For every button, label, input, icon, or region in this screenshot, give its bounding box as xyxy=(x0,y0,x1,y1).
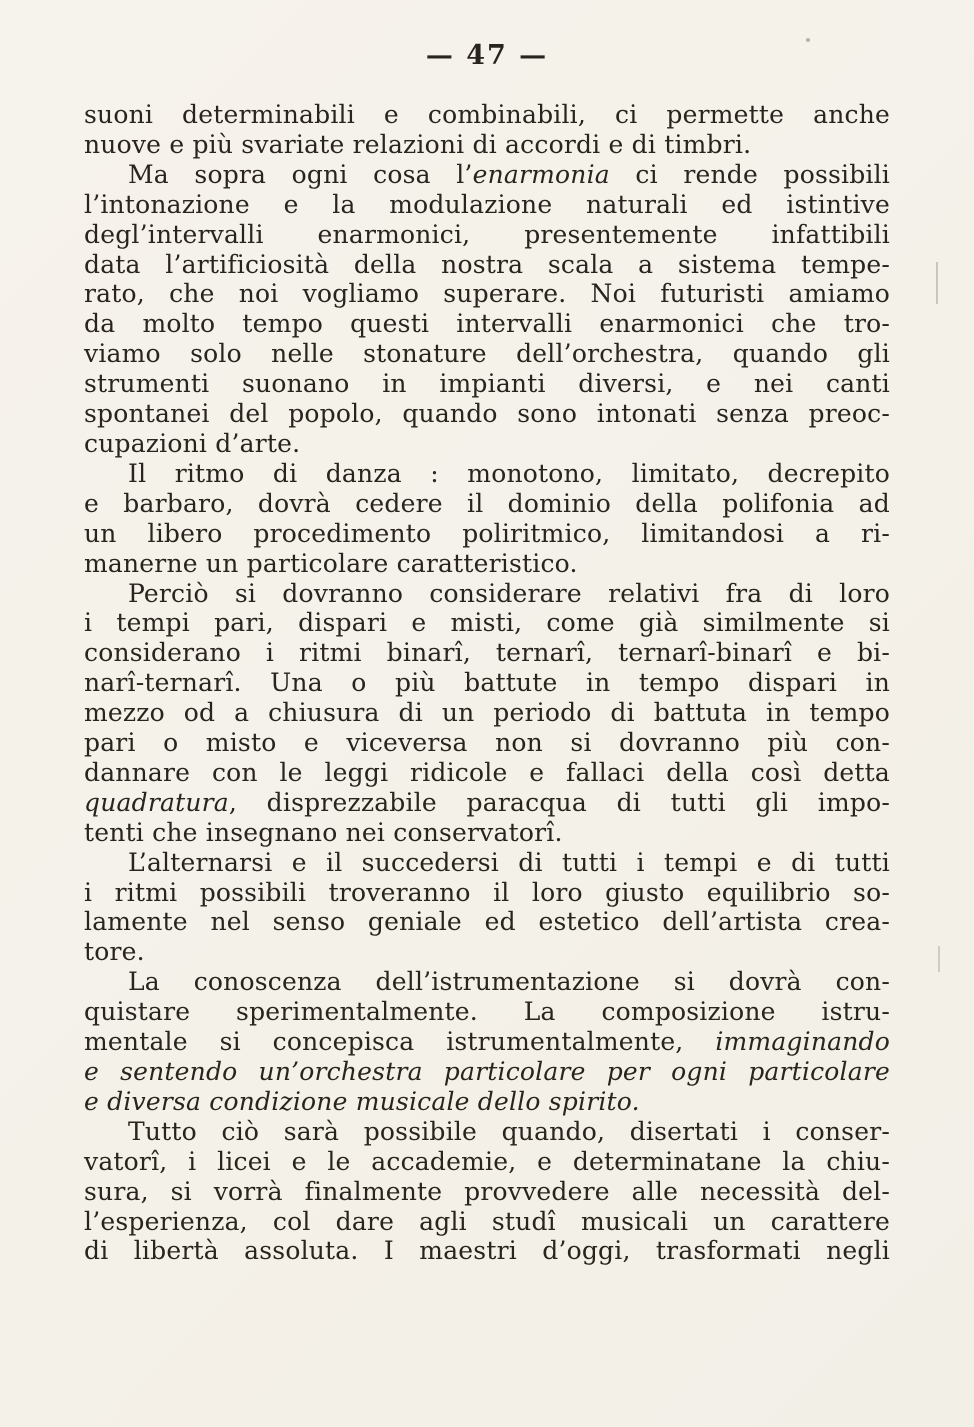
text-line xyxy=(84,668,890,698)
text-segment: Ma sopra ogni cosa l’ xyxy=(128,159,473,189)
text-line xyxy=(84,100,890,130)
text-segment: viamo solo nelle stonature dell’orchestra, quando gli xyxy=(84,339,890,369)
scan-artifact-dot xyxy=(806,38,810,42)
text-line xyxy=(84,369,890,399)
text-line xyxy=(84,549,890,579)
text-segment: l’esperienza, col dare agli studî musicali un carattere xyxy=(84,1206,890,1236)
text-segment: quistare sperimentalmente. La composizione istru- xyxy=(84,997,890,1027)
italic-text-segment: e sentendo un’orchestra particolare per ogni particolare xyxy=(84,1057,890,1086)
text-line xyxy=(84,937,890,967)
text-segment: rato, che noi vogliamo superare. Noi futuristi amiamo xyxy=(84,279,890,309)
text-line xyxy=(84,878,890,908)
text-segment: vatorî, i licei e le accademie, e determinatane la chiu- xyxy=(84,1146,890,1176)
text-line xyxy=(84,758,890,788)
text-line xyxy=(84,1087,890,1117)
text-line xyxy=(84,309,890,339)
text-line xyxy=(84,967,890,997)
scan-artifact-line xyxy=(938,946,940,972)
paragraph xyxy=(84,848,890,968)
text-line xyxy=(84,160,890,190)
text-line xyxy=(84,220,890,250)
text-line xyxy=(84,1117,890,1147)
text-line xyxy=(84,489,890,519)
text-segment: data l’artificiosità della nostra scala a sistema tempe- xyxy=(84,249,890,279)
scan-artifact-line xyxy=(936,262,938,304)
text-segment: e barbaro, dovrà cedere il dominio della polifonia ad xyxy=(84,488,890,518)
text-segment: Perciò si dovranno considerare relativi fra di loro xyxy=(128,578,890,608)
italic-text-segment: e diversa condizione musicale dello spirito. xyxy=(84,1086,640,1116)
text-line xyxy=(84,190,890,220)
text-line xyxy=(84,1236,890,1266)
text-line xyxy=(84,907,890,937)
text-segment: lamente nel senso geniale ed estetico dell’artista crea- xyxy=(84,907,890,937)
text-line xyxy=(84,459,890,489)
text-segment: nuove e più svariate relazioni di accordi e di timbri. xyxy=(84,129,752,159)
text-segment: da molto tempo questi intervalli enarmonici che tro- xyxy=(84,309,890,339)
text-segment: suoni determinabili e combinabili, ci permette anche xyxy=(84,100,890,129)
text-segment: Il ritmo di danza : monotono, limitato, decrepito xyxy=(128,458,890,488)
text-segment: considerano i ritmi binarî, ternarî, ternarî-binarî e bi- xyxy=(84,638,890,668)
italic-text-segment: enarmonia xyxy=(472,159,610,189)
text-line xyxy=(84,997,890,1027)
text-line xyxy=(84,399,890,429)
italic-text-segment: quadratura xyxy=(84,787,229,817)
text-line xyxy=(84,279,890,309)
text-segment: La conoscenza dell’istrumentazione si dovrà con- xyxy=(128,967,890,997)
text-segment: , disprezzabile paracqua di tutti gli impo- xyxy=(228,787,890,817)
text-segment: l’intonazione e la modulazione naturali ed istintive xyxy=(84,189,890,219)
paragraph xyxy=(84,967,890,1117)
page-number: — 47 — xyxy=(425,40,549,71)
text-segment: narî-ternarî. Una o più battute in tempo dispari in xyxy=(84,668,890,698)
text-line xyxy=(84,698,890,728)
text-line xyxy=(84,788,890,818)
text-line xyxy=(84,1147,890,1177)
text-segment: spontanei del popolo, quando sono intonati senza preoc- xyxy=(84,399,890,429)
paragraph xyxy=(84,100,890,160)
text-line xyxy=(84,1177,890,1207)
paragraph xyxy=(84,459,890,579)
text-line xyxy=(84,339,890,369)
text-segment: L’alternarsi e il succedersi di tutti i tempi e di tutti xyxy=(128,847,890,877)
text-line xyxy=(84,1057,890,1087)
text-block xyxy=(84,100,890,1266)
text-line xyxy=(84,608,890,638)
text-segment: cupazioni d’arte. xyxy=(84,428,301,458)
text-segment: mentale si concepisca istrumentalmente, xyxy=(84,1027,716,1057)
text-segment: Tutto ciò sarà possibile quando, disertati i conser- xyxy=(128,1116,890,1146)
text-segment: i tempi pari, dispari e misti, come già similmente si xyxy=(84,608,890,638)
text-segment: di libertà assoluta. I maestri d’oggi, trasformati negli xyxy=(84,1236,890,1266)
text-line xyxy=(84,130,890,160)
text-segment: strumenti suonano in impianti diversi, e nei canti xyxy=(84,369,890,399)
text-segment: pari o misto e viceversa non si dovranno più con- xyxy=(84,728,890,758)
text-segment: tore. xyxy=(84,937,145,967)
text-line xyxy=(84,519,890,549)
text-segment: dannare con le leggi ridicole e fallaci della così detta xyxy=(84,757,890,787)
text-line xyxy=(84,728,890,758)
italic-text-segment: immaginando xyxy=(715,1027,890,1057)
text-segment: i ritmi possibili troveranno il loro giusto equilibrio so- xyxy=(84,877,890,907)
text-line xyxy=(84,250,890,280)
text-line xyxy=(84,429,890,459)
text-line xyxy=(84,638,890,668)
text-segment: tenti che insegnano nei conservatorî. xyxy=(84,817,563,847)
paragraph xyxy=(84,1117,890,1267)
paragraph xyxy=(84,579,890,848)
text-segment: mezzo od a chiusura di un periodo di battuta in tempo xyxy=(84,698,890,728)
text-line xyxy=(84,1207,890,1237)
paragraph xyxy=(84,160,890,459)
text-line xyxy=(84,1027,890,1057)
text-segment: sura, si vorrà finalmente provvedere alle necessità del- xyxy=(84,1176,890,1206)
text-segment: degl’intervalli enarmonici, presentemente infattibili xyxy=(84,219,890,249)
text-segment: un libero procedimento poliritmico, limitandosi a ri- xyxy=(84,518,890,548)
text-segment: ci rende possibili xyxy=(609,159,890,189)
text-line xyxy=(84,579,890,609)
text-line xyxy=(84,848,890,878)
text-segment: manerne un particolare caratteristico. xyxy=(84,548,578,578)
text-line xyxy=(84,818,890,848)
